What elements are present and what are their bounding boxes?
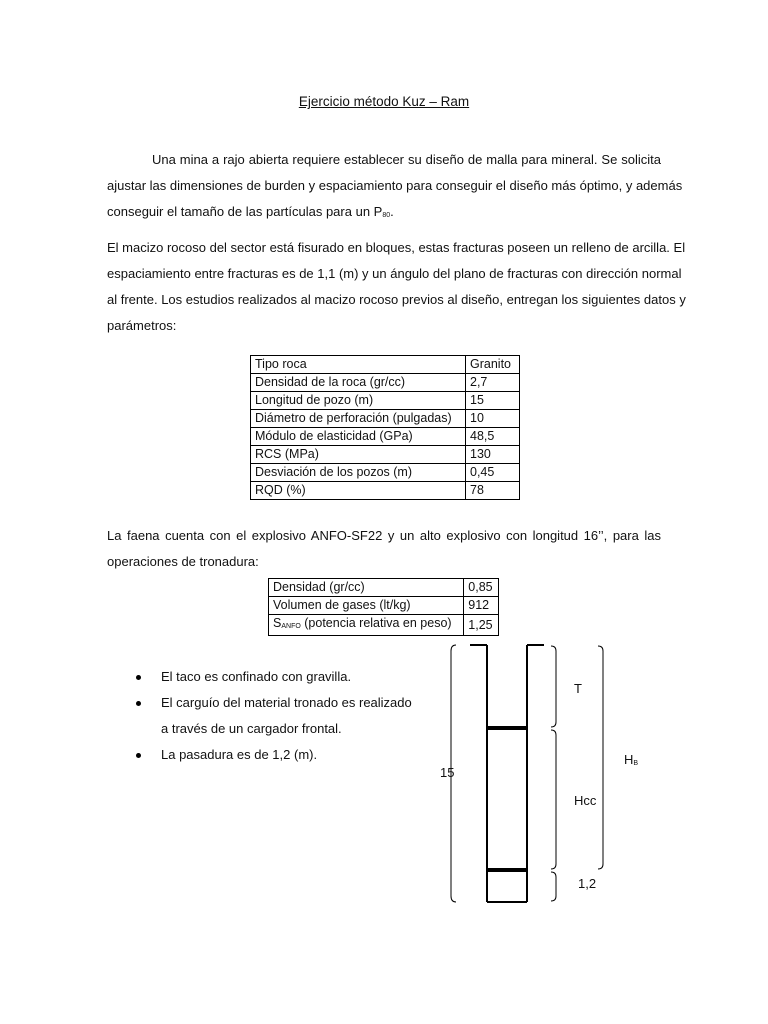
table-cell-value: 1,25 [464,615,499,636]
intro-line-3-end: . [390,204,394,219]
subdrill-bracket [551,872,556,901]
intro-line-1: Una mina a rajo abierta requiere establecer su diseño de malla para mineral. Se solicita [152,152,661,167]
table-cell-label: Desviación de los pozos (m) [251,464,466,482]
table-cell-label: RCS (MPa) [251,446,466,464]
intro-line-3-text: conseguir el tamaño de las partículas para un P [107,204,383,219]
table-cell-label: Densidad (gr/cc) [269,579,464,597]
borehole-shape [470,645,544,902]
explosive-line-2: operaciones de tronadura: [107,554,259,569]
anfo-subscript: ANFO [281,623,301,630]
table-cell-label: Densidad de la roca (gr/cc) [251,374,466,392]
table-cell-label: Longitud de pozo (m) [251,392,466,410]
p80-subscript: 80 [382,212,391,219]
rock-line-4: parámetros: [107,318,177,333]
bench-height-bracket [598,646,603,869]
table-cell-label: Volumen de gases (lt/kg) [269,597,464,615]
table-cell-label: Módulo de elasticidad (GPa) [251,428,466,446]
stemming-label: T [574,681,582,696]
table-cell-label: Tipo roca [251,356,466,374]
table-cell-value: Granito [466,356,520,374]
table-cell-value: 10 [466,410,520,428]
stemming-bracket [551,646,556,727]
bench-height-label [624,752,638,767]
bench-height-symbol: H [624,752,634,767]
bullet-text: El carguío del material tronado es realizado [161,695,412,710]
bullet-text: El taco es confinado con gravilla. [161,669,352,684]
intro-line-2: ajustar las dimensiones de burden y espaciamiento para conseguir el diseño más óptimo, y además [107,178,683,193]
table-cell-value: 78 [466,482,520,500]
s-anfo-symbol: S [273,616,282,630]
table-cell-value: 48,5 [466,428,520,446]
explosive-line-1: La faena cuenta con el explosivo ANFO-SF22 y un alto explosivo con longitud 16’’, para las [107,528,661,543]
table-cell-value: 130 [466,446,520,464]
table-cell-label: RQD (%) [251,482,466,500]
bench-height-subscript: B [633,760,639,767]
charge-bracket [551,730,556,869]
table-cell-value: 912 [464,597,499,615]
rock-line-2: espaciamiento entre fracturas es de 1,1 (m) y un ángulo del plano de fracturas con dirección normal [107,266,682,281]
table-cell-label: Diámetro de perforación (pulgadas) [251,410,466,428]
table-cell-value: 15 [466,392,520,410]
table-cell-value: 0,85 [464,579,499,597]
total-length-label: 15 [440,765,455,780]
charge-length-label: Hcc [574,793,597,808]
document-title: Ejercicio método Kuz – Ram [298,94,470,109]
subdrill-label: 1,2 [578,876,597,891]
rock-line-1: El macizo rocoso del sector está fisurado en bloques, estas fracturas poseen un relleno de arcilla. El [107,240,686,255]
bullet-text: La pasadura es de 1,2 (m). [161,747,318,762]
table-cell-value: 0,45 [466,464,520,482]
rock-line-3: al frente. Los estudios realizados al macizo rocoso previos al diseño, entregan los siguientes datos y [107,292,686,307]
bullet-text-continuation: a través de un cargador frontal. [161,721,342,736]
s-anfo-description: (potencia relativa en peso) [300,616,452,630]
table-cell-value: 2,7 [466,374,520,392]
